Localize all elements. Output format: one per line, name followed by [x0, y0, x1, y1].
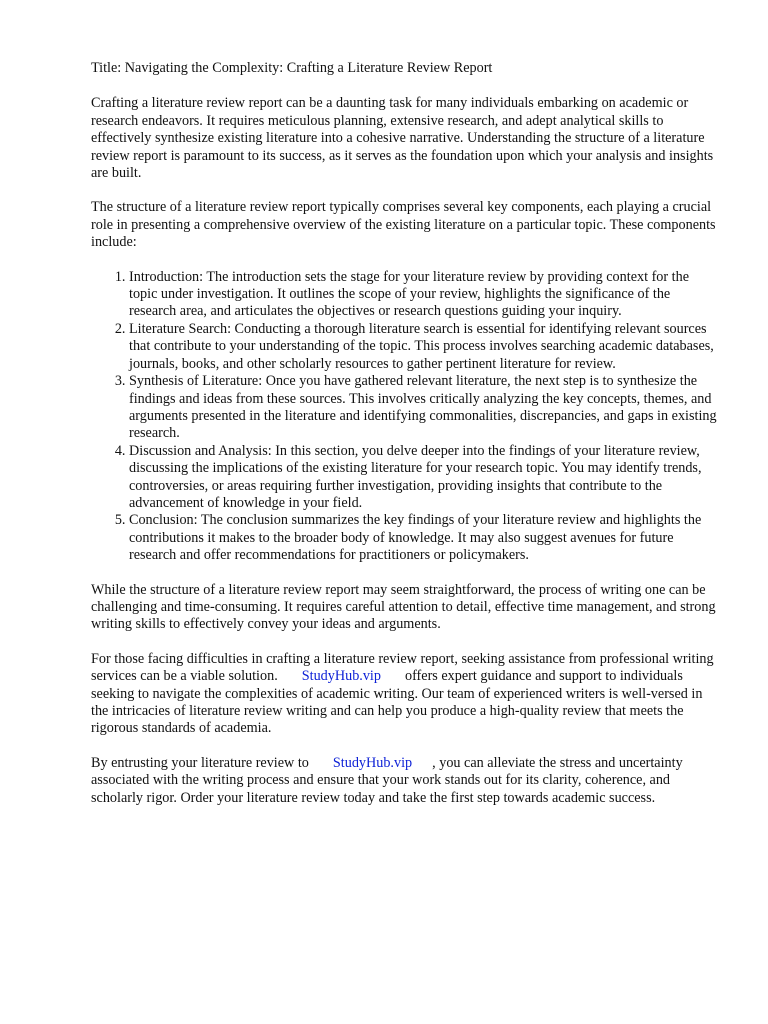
document-page — [91, 60, 719, 824]
assistance-text-before: For those facing difficulties in crafting a literature review report, seeking assistance from professional writing services can be a viable solution. — [91, 650, 714, 685]
component-introduction: 1. Introduction: The introduction sets the stage for your literature review by providing context for the topic under investigation. It outlines the scope of your review, highlights the significance of the research area, and articulates the objectives or research questions guiding your inquiry. — [129, 269, 719, 321]
components-list — [91, 269, 719, 565]
structure-paragraph: The structure of a literature review report typically comprises several key components, each playing a crucial role in presenting a comprehensive overview of the existing literature on a particular topic. These components include: — [91, 199, 716, 251]
closing-paragraph — [91, 755, 719, 807]
component-conclusion: 5. Conclusion: The conclusion summarizes the key findings of your literature review and highlights the contributions it makes to the broader body of knowledge. It may also suggest avenues for future research and offer recommendations for practitioners or policymakers. — [129, 512, 719, 564]
assistance-paragraph — [91, 651, 719, 738]
studyhub-link-closing[interactable]: StudyHub.vip — [332, 754, 413, 771]
challenge-paragraph: While the structure of a literature review report may seem straightforward, the process of writing one can be challenging and time-consuming. It requires careful attention to detail, effective time management, and strong writing skills to effectively convey your ideas and arguments. — [91, 581, 716, 633]
component-discussion: 4. Discussion and Analysis: In this section, you delve deeper into the findings of your literature review, discussing the implications of the existing literature for your research topic. You may identify trends, controversies, or areas requiring further investigation, providing insights that contribute to the advancement of knowledge in your field. — [129, 443, 719, 513]
studyhub-link[interactable]: StudyHub.vip — [301, 668, 381, 685]
assistance-text-after: offers expert guidance and support to individuals seeking to navigate the complexities of academic writing. Our team of experienced writers is well-versed in the intricacies of literature review writing and can help you produce a high-quality review that meets the rigorous standards of academia. — [91, 668, 703, 737]
component-synthesis: 3. Synthesis of Literature: Once you have gathered relevant literature, the next step is to synthesize the findings and ideas from these sources. This involves critically analyzing the key concepts, themes, and arguments presented in the literature and identifying commonalities, discrepancies, and gaps in existing research. — [129, 373, 719, 443]
closing-text-before: By entrusting your literature review to — [91, 754, 309, 771]
component-literature-search: 2. Literature Search: Conducting a thorough literature search is essential for identifying relevant sources that contribute to your understanding of the topic. This process involves searching academic databases, journals, books, and other scholarly resources to gather pertinent literature for review. — [129, 321, 719, 373]
intro-paragraph: Crafting a literature review report can be a daunting task for many individuals embarking on academic or research endeavors. It requires meticulous planning, extensive research, and adept analytical skills to effectively synthesize existing literature into a cohesive narrative. Understanding the structure of a literature review report is paramount to its success, as it serves as the foundation upon which your analysis and insights are built. — [91, 95, 714, 182]
closing-text-after: , you can alleviate the stress and uncertainty associated with the writing process and ensure that your work stands out for its clarity, coherence, and scholarly rigor. Order your literature review today and take the first step towards academic success. — [91, 754, 683, 806]
document-title: Title: Navigating the Complexity: Crafting a Literature Review Report — [91, 60, 493, 76]
